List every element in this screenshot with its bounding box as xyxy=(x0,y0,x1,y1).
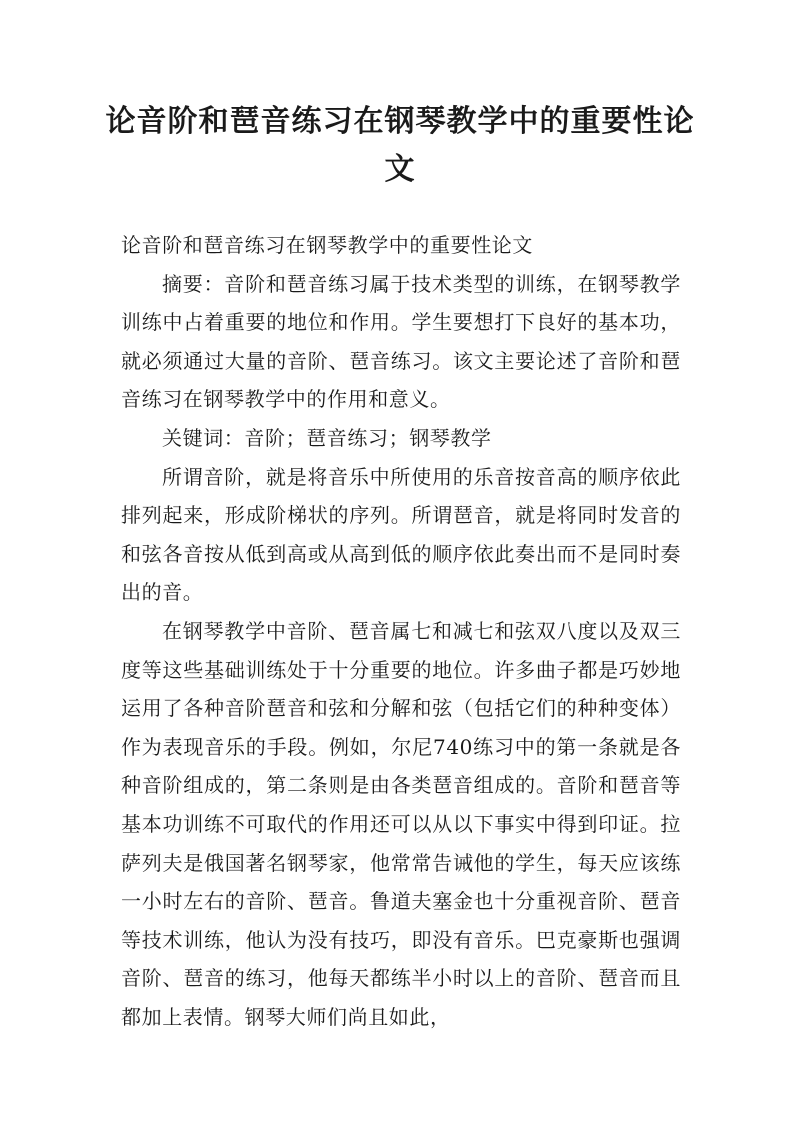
paragraph-heading: 论音阶和琶音练习在钢琴教学中的重要性论文 xyxy=(121,233,533,257)
document-title: 论音阶和琶音练习在钢琴教学中的重要性论文 xyxy=(105,104,695,187)
document-body xyxy=(121,226,681,1036)
paragraph-definition: 所谓音阶，就是将音乐中所使用的乐音按音高的顺序依此排列起来，形成阶梯状的序列。所谓琶音，就是将同时发音的和弦各音按从低到高或从高到低的顺序依此奏出而不是同时奏出的音。 xyxy=(121,464,681,605)
paragraph-importance: 在钢琴教学中音阶、琶音属七和减七和弦双八度以及双三度等这些基础训练处于十分重要的地位。许多曲子都是巧妙地运用了各种音阶琶音和弦和分解和弦（包括它们的种种变体）作为表现音乐的手段。例如，尔尼740练习中的第一条就是各种音阶组成的，第二条则是由各类琶音组成的。音阶和琶音等基本功训练不可取代的作用还可以从以下事实中得到印证。拉萨列夫是俄国著名钢琴家，他常常告诫他的学生，每天应该练一小时左右的音阶、琶音。鲁道夫塞金也十分重视音阶、琶音等技术训练，他认为没有技巧，即没有音乐。巴克豪斯也强调音阶、琶音的练习，他每天都练半小时以上的音阶、琶音而且都加上表情。钢琴大师们尚且如此， xyxy=(121,618,681,1029)
paragraph-abstract: 摘要：音阶和琶音练习属于技术类型的训练，在钢琴教学训练中占着重要的地位和作用。学生要想打下良好的基本功，就必须通过大量的音阶、琶音练习。该文主要论述了音阶和琶音练习在钢琴教学中的作用和意义。 xyxy=(121,271,681,412)
paragraph-keywords: 关键词：音阶；琶音练习；钢琴教学 xyxy=(162,425,492,450)
